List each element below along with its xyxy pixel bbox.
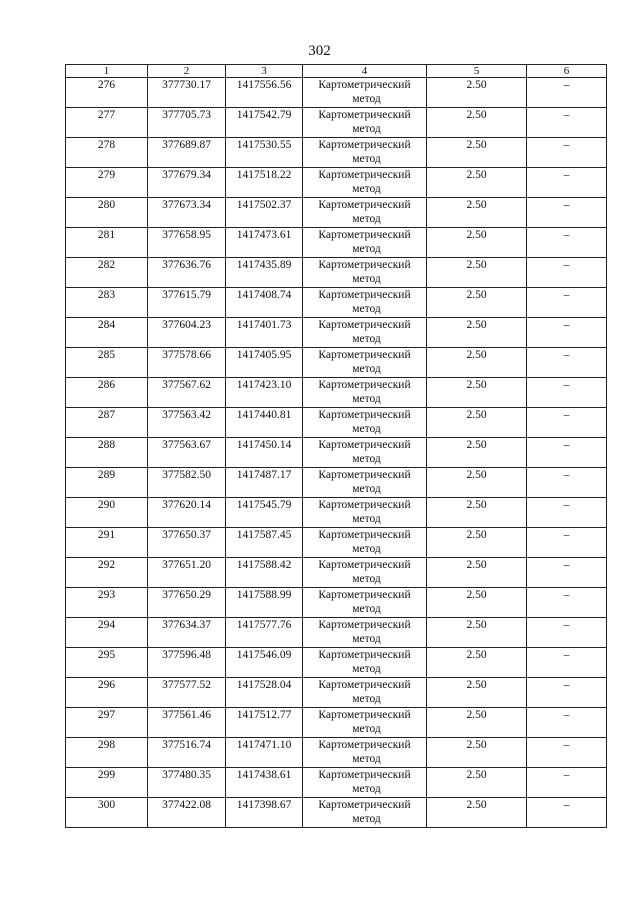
method-cell bbox=[303, 108, 427, 138]
table-row bbox=[66, 648, 607, 678]
accuracy-cell: 2.50 bbox=[427, 138, 527, 168]
method-cell bbox=[303, 738, 427, 768]
method-line-1: Картометрический bbox=[318, 379, 411, 391]
method-cell bbox=[303, 678, 427, 708]
method-line-2: метод bbox=[352, 633, 381, 645]
method-line-1: Картометрический bbox=[318, 409, 411, 421]
accuracy-cell: 2.50 bbox=[427, 738, 527, 768]
note-cell: – bbox=[527, 768, 607, 798]
note-cell: – bbox=[527, 738, 607, 768]
point-number-cell: 295 bbox=[66, 648, 148, 678]
point-number-cell: 283 bbox=[66, 288, 148, 318]
method-cell bbox=[303, 558, 427, 588]
point-number-cell: 279 bbox=[66, 168, 148, 198]
method-cell bbox=[303, 528, 427, 558]
method-cell bbox=[303, 168, 427, 198]
method-line-1: Картометрический bbox=[318, 169, 411, 181]
method-cell bbox=[303, 438, 427, 468]
method-cell bbox=[303, 798, 427, 828]
method-cell bbox=[303, 588, 427, 618]
method-cell bbox=[303, 378, 427, 408]
note-cell: – bbox=[527, 198, 607, 228]
x-coordinate-cell: 377650.37 bbox=[148, 528, 226, 558]
method-line-2: метод bbox=[352, 753, 381, 765]
point-number-cell: 300 bbox=[66, 798, 148, 828]
method-line-2: метод bbox=[352, 243, 381, 255]
table-row bbox=[66, 618, 607, 648]
y-coordinate-cell: 1417440.81 bbox=[226, 408, 303, 438]
point-number-cell: 292 bbox=[66, 558, 148, 588]
method-cell bbox=[303, 468, 427, 498]
table-row bbox=[66, 288, 607, 318]
method-cell bbox=[303, 78, 427, 108]
accuracy-cell: 2.50 bbox=[427, 798, 527, 828]
accuracy-cell: 2.50 bbox=[427, 468, 527, 498]
table-body bbox=[66, 78, 607, 828]
method-line-2: метод bbox=[352, 693, 381, 705]
y-coordinate-cell: 1417405.95 bbox=[226, 348, 303, 378]
method-line-2: метод bbox=[352, 273, 381, 285]
note-cell: – bbox=[527, 798, 607, 828]
y-coordinate-cell: 1417502.37 bbox=[226, 198, 303, 228]
note-cell: – bbox=[527, 228, 607, 258]
method-line-2: метод bbox=[352, 423, 381, 435]
accuracy-cell: 2.50 bbox=[427, 288, 527, 318]
method-line-1: Картометрический bbox=[318, 529, 411, 541]
method-line-2: метод bbox=[352, 153, 381, 165]
method-line-2: метод bbox=[352, 813, 381, 825]
y-coordinate-cell: 1417450.14 bbox=[226, 438, 303, 468]
note-cell: – bbox=[527, 588, 607, 618]
point-number-cell: 284 bbox=[66, 318, 148, 348]
page-number: 302 bbox=[308, 43, 331, 59]
y-coordinate-cell: 1417471.10 bbox=[226, 738, 303, 768]
x-coordinate-cell: 377636.76 bbox=[148, 258, 226, 288]
point-number-cell: 286 bbox=[66, 378, 148, 408]
table-row bbox=[66, 318, 607, 348]
note-cell: – bbox=[527, 168, 607, 198]
point-number-cell: 298 bbox=[66, 738, 148, 768]
accuracy-cell: 2.50 bbox=[427, 78, 527, 108]
header-col-1: 1 bbox=[66, 65, 148, 78]
x-coordinate-cell: 377673.34 bbox=[148, 198, 226, 228]
x-coordinate-cell: 377705.73 bbox=[148, 108, 226, 138]
x-coordinate-cell: 377689.87 bbox=[148, 138, 226, 168]
method-line-2: метод bbox=[352, 513, 381, 525]
method-line-1: Картометрический bbox=[318, 499, 411, 511]
point-number-cell: 285 bbox=[66, 348, 148, 378]
accuracy-cell: 2.50 bbox=[427, 708, 527, 738]
note-cell: – bbox=[527, 348, 607, 378]
method-line-2: метод bbox=[352, 183, 381, 195]
table-row bbox=[66, 678, 607, 708]
method-line-1: Картометрический bbox=[318, 769, 411, 781]
table-row bbox=[66, 348, 607, 378]
y-coordinate-cell: 1417438.61 bbox=[226, 768, 303, 798]
y-coordinate-cell: 1417398.67 bbox=[226, 798, 303, 828]
y-coordinate-cell: 1417546.09 bbox=[226, 648, 303, 678]
method-line-2: метод bbox=[352, 333, 381, 345]
note-cell: – bbox=[527, 468, 607, 498]
table-row bbox=[66, 408, 607, 438]
table-row bbox=[66, 498, 607, 528]
point-number-cell: 278 bbox=[66, 138, 148, 168]
x-coordinate-cell: 377596.48 bbox=[148, 648, 226, 678]
y-coordinate-cell: 1417588.99 bbox=[226, 588, 303, 618]
table-row bbox=[66, 198, 607, 228]
method-line-2: метод bbox=[352, 483, 381, 495]
method-line-2: метод bbox=[352, 603, 381, 615]
accuracy-cell: 2.50 bbox=[427, 558, 527, 588]
table-row bbox=[66, 78, 607, 108]
x-coordinate-cell: 377578.66 bbox=[148, 348, 226, 378]
method-cell bbox=[303, 198, 427, 228]
method-line-2: метод bbox=[352, 213, 381, 225]
method-line-2: метод bbox=[352, 663, 381, 675]
method-line-1: Картометрический bbox=[318, 679, 411, 691]
y-coordinate-cell: 1417545.79 bbox=[226, 498, 303, 528]
y-coordinate-cell: 1417487.17 bbox=[226, 468, 303, 498]
method-cell bbox=[303, 648, 427, 678]
table-row bbox=[66, 528, 607, 558]
point-number-cell: 293 bbox=[66, 588, 148, 618]
table-row bbox=[66, 138, 607, 168]
table-row bbox=[66, 768, 607, 798]
note-cell: – bbox=[527, 708, 607, 738]
x-coordinate-cell: 377604.23 bbox=[148, 318, 226, 348]
table-row bbox=[66, 798, 607, 828]
header-col-2: 2 bbox=[148, 65, 226, 78]
accuracy-cell: 2.50 bbox=[427, 648, 527, 678]
accuracy-cell: 2.50 bbox=[427, 228, 527, 258]
method-cell bbox=[303, 708, 427, 738]
method-cell bbox=[303, 138, 427, 168]
note-cell: – bbox=[527, 78, 607, 108]
x-coordinate-cell: 377561.46 bbox=[148, 708, 226, 738]
x-coordinate-cell: 377650.29 bbox=[148, 588, 226, 618]
method-line-1: Картометрический bbox=[318, 289, 411, 301]
y-coordinate-cell: 1417408.74 bbox=[226, 288, 303, 318]
method-line-1: Картометрический bbox=[318, 619, 411, 631]
y-coordinate-cell: 1417528.04 bbox=[226, 678, 303, 708]
note-cell: – bbox=[527, 618, 607, 648]
accuracy-cell: 2.50 bbox=[427, 618, 527, 648]
x-coordinate-cell: 377730.17 bbox=[148, 78, 226, 108]
method-line-1: Картометрический bbox=[318, 709, 411, 721]
y-coordinate-cell: 1417587.45 bbox=[226, 528, 303, 558]
note-cell: – bbox=[527, 528, 607, 558]
method-line-1: Картометрический bbox=[318, 229, 411, 241]
accuracy-cell: 2.50 bbox=[427, 678, 527, 708]
y-coordinate-cell: 1417588.42 bbox=[226, 558, 303, 588]
accuracy-cell: 2.50 bbox=[427, 108, 527, 138]
method-cell bbox=[303, 228, 427, 258]
accuracy-cell: 2.50 bbox=[427, 258, 527, 288]
method-line-1: Картометрический bbox=[318, 559, 411, 571]
header-col-3: 3 bbox=[226, 65, 303, 78]
coordinates-table bbox=[65, 64, 607, 828]
point-number-cell: 294 bbox=[66, 618, 148, 648]
x-coordinate-cell: 377679.34 bbox=[148, 168, 226, 198]
method-line-2: метод bbox=[352, 573, 381, 585]
point-number-cell: 282 bbox=[66, 258, 148, 288]
table-row bbox=[66, 738, 607, 768]
method-line-2: метод bbox=[352, 123, 381, 135]
method-line-1: Картометрический bbox=[318, 259, 411, 271]
method-line-1: Картометрический bbox=[318, 139, 411, 151]
note-cell: – bbox=[527, 678, 607, 708]
table-row bbox=[66, 468, 607, 498]
method-line-2: метод bbox=[352, 93, 381, 105]
table-row bbox=[66, 588, 607, 618]
method-line-1: Картометрический bbox=[318, 799, 411, 811]
header-row bbox=[66, 65, 607, 78]
method-line-2: метод bbox=[352, 363, 381, 375]
point-number-cell: 281 bbox=[66, 228, 148, 258]
method-line-1: Картометрический bbox=[318, 649, 411, 661]
x-coordinate-cell: 377582.50 bbox=[148, 468, 226, 498]
note-cell: – bbox=[527, 258, 607, 288]
point-number-cell: 296 bbox=[66, 678, 148, 708]
accuracy-cell: 2.50 bbox=[427, 198, 527, 228]
point-number-cell: 299 bbox=[66, 768, 148, 798]
method-line-2: метод bbox=[352, 783, 381, 795]
x-coordinate-cell: 377634.37 bbox=[148, 618, 226, 648]
point-number-cell: 287 bbox=[66, 408, 148, 438]
accuracy-cell: 2.50 bbox=[427, 318, 527, 348]
point-number-cell: 288 bbox=[66, 438, 148, 468]
header-col-4: 4 bbox=[303, 65, 427, 78]
method-line-1: Картометрический bbox=[318, 739, 411, 751]
note-cell: – bbox=[527, 498, 607, 528]
method-cell bbox=[303, 288, 427, 318]
accuracy-cell: 2.50 bbox=[427, 588, 527, 618]
table-row bbox=[66, 228, 607, 258]
note-cell: – bbox=[527, 138, 607, 168]
table-row bbox=[66, 258, 607, 288]
method-cell bbox=[303, 318, 427, 348]
accuracy-cell: 2.50 bbox=[427, 768, 527, 798]
method-line-1: Картометрический bbox=[318, 319, 411, 331]
point-number-cell: 289 bbox=[66, 468, 148, 498]
table-row bbox=[66, 378, 607, 408]
x-coordinate-cell: 377658.95 bbox=[148, 228, 226, 258]
y-coordinate-cell: 1417512.77 bbox=[226, 708, 303, 738]
method-line-2: метод bbox=[352, 303, 381, 315]
method-line-1: Картометрический bbox=[318, 109, 411, 121]
note-cell: – bbox=[527, 408, 607, 438]
x-coordinate-cell: 377615.79 bbox=[148, 288, 226, 318]
method-line-2: метод bbox=[352, 543, 381, 555]
accuracy-cell: 2.50 bbox=[427, 438, 527, 468]
method-cell bbox=[303, 258, 427, 288]
note-cell: – bbox=[527, 378, 607, 408]
table-row bbox=[66, 168, 607, 198]
y-coordinate-cell: 1417435.89 bbox=[226, 258, 303, 288]
accuracy-cell: 2.50 bbox=[427, 348, 527, 378]
point-number-cell: 280 bbox=[66, 198, 148, 228]
method-line-2: метод bbox=[352, 723, 381, 735]
point-number-cell: 297 bbox=[66, 708, 148, 738]
y-coordinate-cell: 1417473.61 bbox=[226, 228, 303, 258]
method-cell bbox=[303, 348, 427, 378]
method-line-1: Картометрический bbox=[318, 439, 411, 451]
note-cell: – bbox=[527, 558, 607, 588]
method-line-2: метод bbox=[352, 393, 381, 405]
note-cell: – bbox=[527, 648, 607, 678]
table-row bbox=[66, 438, 607, 468]
method-cell bbox=[303, 408, 427, 438]
y-coordinate-cell: 1417577.76 bbox=[226, 618, 303, 648]
note-cell: – bbox=[527, 288, 607, 318]
x-coordinate-cell: 377480.35 bbox=[148, 768, 226, 798]
method-line-1: Картометрический bbox=[318, 79, 411, 91]
y-coordinate-cell: 1417401.73 bbox=[226, 318, 303, 348]
point-number-cell: 290 bbox=[66, 498, 148, 528]
note-cell: – bbox=[527, 318, 607, 348]
accuracy-cell: 2.50 bbox=[427, 498, 527, 528]
y-coordinate-cell: 1417530.55 bbox=[226, 138, 303, 168]
x-coordinate-cell: 377577.52 bbox=[148, 678, 226, 708]
accuracy-cell: 2.50 bbox=[427, 378, 527, 408]
accuracy-cell: 2.50 bbox=[427, 168, 527, 198]
x-coordinate-cell: 377563.67 bbox=[148, 438, 226, 468]
y-coordinate-cell: 1417518.22 bbox=[226, 168, 303, 198]
x-coordinate-cell: 377563.42 bbox=[148, 408, 226, 438]
method-cell bbox=[303, 618, 427, 648]
method-cell bbox=[303, 498, 427, 528]
method-line-1: Картометрический bbox=[318, 469, 411, 481]
x-coordinate-cell: 377516.74 bbox=[148, 738, 226, 768]
accuracy-cell: 2.50 bbox=[427, 408, 527, 438]
method-line-2: метод bbox=[352, 453, 381, 465]
table-row bbox=[66, 108, 607, 138]
header-col-5: 5 bbox=[427, 65, 527, 78]
y-coordinate-cell: 1417423.10 bbox=[226, 378, 303, 408]
point-number-cell: 277 bbox=[66, 108, 148, 138]
point-number-cell: 291 bbox=[66, 528, 148, 558]
method-line-1: Картометрический bbox=[318, 349, 411, 361]
point-number-cell: 276 bbox=[66, 78, 148, 108]
x-coordinate-cell: 377567.62 bbox=[148, 378, 226, 408]
note-cell: – bbox=[527, 438, 607, 468]
y-coordinate-cell: 1417556.56 bbox=[226, 78, 303, 108]
table-row bbox=[66, 708, 607, 738]
method-line-1: Картометрический bbox=[318, 589, 411, 601]
x-coordinate-cell: 377651.20 bbox=[148, 558, 226, 588]
note-cell: – bbox=[527, 108, 607, 138]
x-coordinate-cell: 377620.14 bbox=[148, 498, 226, 528]
method-cell bbox=[303, 768, 427, 798]
y-coordinate-cell: 1417542.79 bbox=[226, 108, 303, 138]
header-col-6: 6 bbox=[527, 65, 607, 78]
accuracy-cell: 2.50 bbox=[427, 528, 527, 558]
x-coordinate-cell: 377422.08 bbox=[148, 798, 226, 828]
method-line-1: Картометрический bbox=[318, 199, 411, 211]
table-row bbox=[66, 558, 607, 588]
